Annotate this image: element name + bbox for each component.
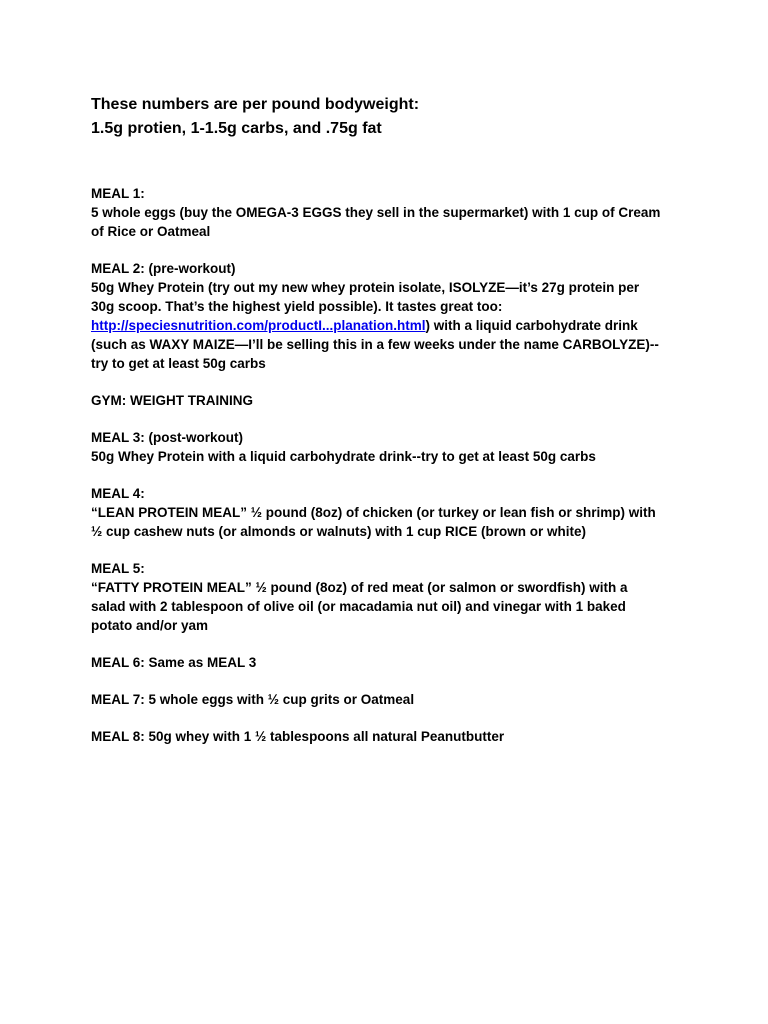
heading-line-2: 1.5g protien, 1-1.5g carbs, and .75g fat (91, 120, 382, 137)
meal-5-line-2: salad with 2 tablespoon of olive oil (or macadamia nut oil) and vinegar with 1 baked (91, 599, 626, 614)
meal-4-title: MEAL 4: (91, 486, 145, 501)
meal-3-section (91, 428, 691, 466)
meal-2-line-1: 50g Whey Protein (try out my new whey protein isolate, ISOLYZE—it’s 27g protein per (91, 280, 640, 295)
meal-2-line-3 (91, 316, 691, 335)
meal-3-line-1: 50g Whey Protein with a liquid carbohydrate drink--try to get at least 50g carbs (91, 449, 596, 464)
meal-5-line-3: potato and/or yam (91, 618, 209, 633)
meal-5-section (91, 559, 691, 635)
meal-2-line-3-rest: ) with a liquid carbohydrate drink (425, 318, 638, 333)
product-link[interactable]: http://speciesnutrition.com/productI...planation.html (91, 318, 426, 333)
meal-4-line-2: ½ cup cashew nuts (or almonds or walnuts) with 1 cup RICE (brown or white) (91, 524, 587, 539)
meal-2-title: MEAL 2: (pre-workout) (91, 261, 236, 276)
meal-5-title: MEAL 5: (91, 561, 145, 576)
meal-4-line-1: “LEAN PROTEIN MEAL” ½ pound (8oz) of chicken (or turkey or lean fish or shrimp) with (91, 505, 656, 520)
meal-1-line-1: 5 whole eggs (buy the OMEGA-3 EGGS they sell in the supermarket) with 1 cup of Cream (91, 205, 661, 220)
gym-section (91, 391, 691, 410)
meal-2-line-5: try to get at least 50g carbs (91, 356, 266, 371)
meal-8-section (91, 727, 691, 746)
document-heading (91, 93, 711, 141)
gym-line: GYM: WEIGHT TRAINING (91, 393, 253, 408)
meal-5-line-1: “FATTY PROTEIN MEAL” ½ pound (8oz) of red meat (or salmon or swordfish) with a (91, 580, 628, 595)
meal-1-section (91, 184, 691, 241)
meal-7-line: MEAL 7: 5 whole eggs with ½ cup grits or Oatmeal (91, 692, 415, 707)
meal-2-line-4: (such as WAXY MAIZE—I’ll be selling this in a few weeks under the name CARBOLYZE)-- (91, 337, 659, 352)
meal-plan-body (91, 184, 691, 764)
meal-3-title: MEAL 3: (post-workout) (91, 430, 243, 445)
meal-6-line: MEAL 6: Same as MEAL 3 (91, 655, 257, 670)
meal-8-line: MEAL 8: 50g whey with 1 ½ tablespoons all natural Peanutbutter (91, 729, 505, 744)
meal-2-line-2: 30g scoop. That’s the highest yield possible). It tastes great too: (91, 299, 503, 314)
meal-7-section (91, 690, 691, 709)
meal-6-section (91, 653, 691, 672)
meal-4-section (91, 484, 691, 541)
meal-1-line-2: of Rice or Oatmeal (91, 224, 211, 239)
meal-2-section (91, 259, 691, 373)
heading-line-1: These numbers are per pound bodyweight: (91, 96, 420, 113)
meal-1-title: MEAL 1: (91, 186, 145, 201)
